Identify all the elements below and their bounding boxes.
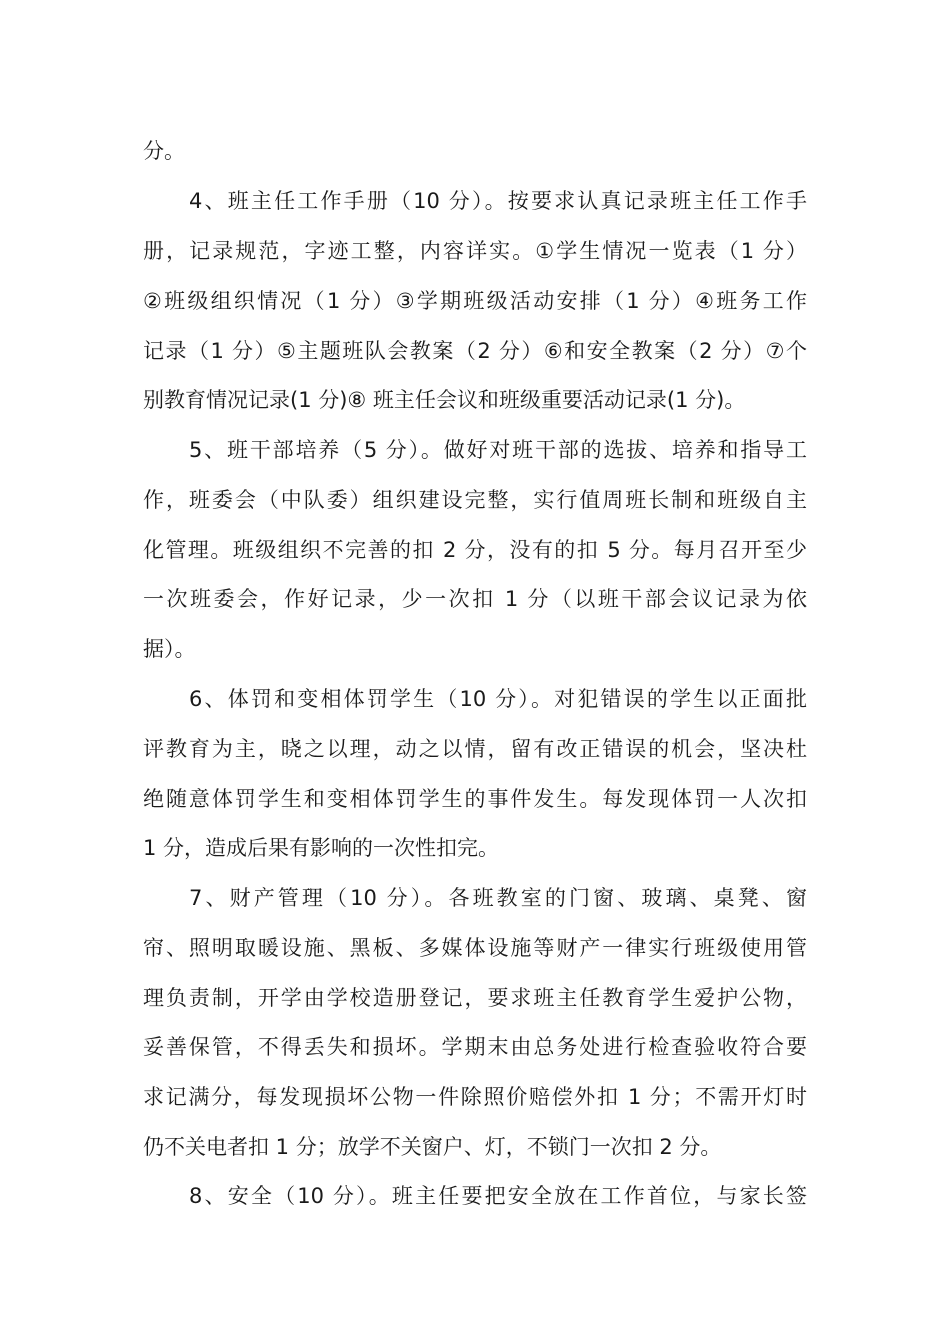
- text-line: 5、班干部培养（5 分）。做好对班干部的选拔、培养和指导工: [189, 438, 807, 462]
- text-line: 1 分，造成后果有影响的一次性扣完。: [143, 836, 500, 860]
- text-line: 6、体罚和变相体罚学生（10 分）。对犯错误的学生以正面批: [189, 687, 807, 711]
- text-line: 4、班主任工作手册（10 分）。按要求认真记录班主任工作手: [189, 189, 807, 213]
- text-line: 妥善保管，不得丢失和损坏。学期末由总务处进行检查验收符合要: [143, 1035, 807, 1059]
- text-line: 评教育为主，晓之以理，动之以情，留有改正错误的机会，坚决杜: [143, 737, 807, 761]
- text-line: 作，班委会（中队委）组织建设完整，实行值周班长制和班级自主: [143, 488, 807, 512]
- text-line: 8、安全（10 分）。班主任要把安全放在工作首位，与家长签: [189, 1184, 807, 1208]
- text-line: 理负责制，开学由学校造册登记，要求班主任教育学生爱护公物，: [143, 986, 807, 1010]
- text-line: 一次班委会，作好记录，少一次扣 1 分（以班干部会议记录为依: [143, 587, 807, 611]
- text-line: 化管理。班级组织不完善的扣 2 分，没有的扣 5 分。每月召开至少: [143, 538, 807, 562]
- text-line: 分。: [143, 139, 185, 163]
- text-line: 绝随意体罚学生和变相体罚学生的事件发生。每发现体罚一人次扣: [143, 787, 807, 811]
- text-line: 求记满分，每发现损坏公物一件除照价赔偿外扣 1 分；不需开灯时: [143, 1085, 807, 1109]
- text-line: 仍不关电者扣 1 分；放学不关窗户、灯，不锁门一次扣 2 分。: [143, 1135, 722, 1159]
- text-line: 记录（1 分）⑤主题班队会教案（2 分）⑥和安全教案（2 分）⑦个: [143, 339, 807, 363]
- text-line: 册，记录规范，字迹工整，内容详实。①学生情况一览表（1 分）: [143, 239, 807, 263]
- text-line: 别教育情况记录(1 分)⑧ 班主任会议和班级重要活动记录(1 分)。: [143, 388, 746, 412]
- text-line: 7、财产管理（10 分）。各班教室的门窗、玻璃、桌凳、窗: [189, 886, 807, 910]
- text-line: 据）。: [143, 637, 196, 661]
- text-line: ②班级组织情况（1 分）③学期班级活动安排（1 分）④班务工作: [143, 289, 807, 313]
- text-line: 帘、照明取暖设施、黑板、多媒体设施等财产一律实行班级使用管: [143, 936, 807, 960]
